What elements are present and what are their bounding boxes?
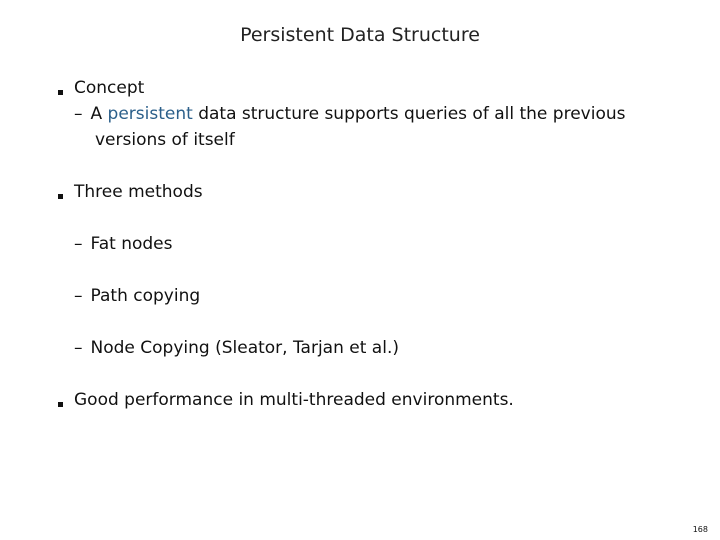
bullet-concept: Concept — [74, 78, 145, 98]
method-label: Path copying — [90, 286, 201, 306]
dash-marker: – — [74, 104, 83, 124]
sub-bullet-node-copying — [74, 335, 399, 361]
bullet-good-performance: Good performance in multi-threaded environments. — [74, 390, 514, 410]
dash-marker: – — [74, 338, 83, 358]
sub-bullet-concept-definition — [74, 101, 625, 127]
page-number: 168 — [692, 525, 708, 534]
dash-marker: – — [74, 234, 83, 254]
definition-line1-rest: data structure supports queries of all the previous — [198, 104, 626, 124]
definition-prefix: A — [90, 104, 103, 124]
dash-marker: – — [74, 286, 83, 306]
highlight-word-persistent: persistent — [107, 104, 193, 124]
sub-bullet-path-copying — [74, 283, 200, 309]
bullet-marker — [58, 194, 63, 199]
method-label: Node Copying (Sleator, Tarjan et al.) — [90, 338, 399, 358]
bullet-marker — [58, 90, 63, 95]
slide-title: Persistent Data Structure — [240, 24, 480, 46]
definition-line2: versions of itself — [95, 130, 235, 150]
sub-bullet-fat-nodes — [74, 231, 173, 257]
bullet-marker — [58, 402, 63, 407]
method-label: Fat nodes — [90, 234, 173, 254]
bullet-three-methods: Three methods — [74, 182, 203, 202]
